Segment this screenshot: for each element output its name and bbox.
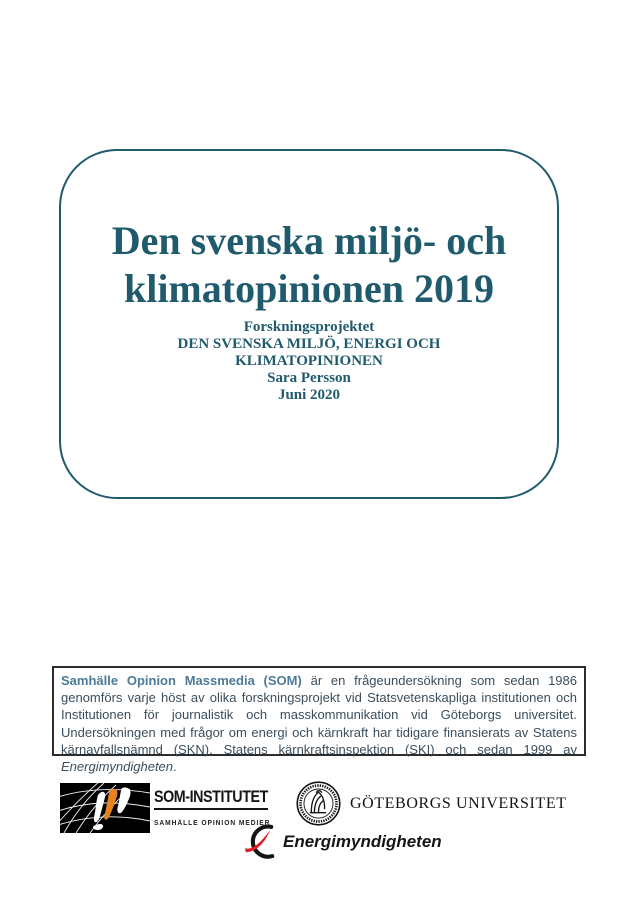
som-description-box: [52, 666, 586, 775]
som-description-period: .: [173, 759, 177, 775]
gothenburg-university-logo: [296, 781, 567, 826]
title-frame: [59, 149, 559, 499]
scandinavia-map-icon: [60, 783, 150, 833]
energy-swoosh-icon: [243, 822, 278, 861]
subtitle-date: Juni 2020: [277, 387, 341, 403]
som-logo-rule: [154, 808, 268, 810]
energimyndigheten-logo: [243, 822, 442, 861]
som-description-body: är en frågeundersökning som sedan 1986 genomförs varje höst av olika forskningsprojekt vid Statsvetenskapliga institutionen och Institutionen för journalistik och masskommunikation vid Göteborgs universitet. Undersökningen med frågor om energi och kärnkraft har tidigare finansierats av Statens kärnavfallsnämnd (SKN), Statens kärnkraftsinspektion (SKI) och sedan 1999 av: [61, 673, 577, 757]
university-seal-icon: [296, 781, 341, 826]
som-logo-name: SOM-INSTITUTET: [154, 787, 268, 806]
subtitle-author: Sara Persson: [267, 370, 351, 386]
som-description-lead: Samhälle Opinion Massmedia (SOM): [61, 673, 302, 688]
subtitle-project: Forskningsprojektet: [243, 319, 375, 335]
subtitle-project-name-2: KLIMATOPINIONEN: [235, 353, 383, 369]
report-title: [61, 217, 557, 313]
energimyndigheten-name: Energimyndigheten: [283, 831, 442, 851]
report-subtitle: [61, 319, 557, 404]
report-title-line1: Den svenska miljö- och: [111, 218, 507, 263]
subtitle-project-name-1: DEN SVENSKA MILJÖ, ENERGI OCH: [177, 336, 441, 352]
som-logo-tagline: SAMHÄLLE OPINION MEDIER: [154, 820, 271, 827]
report-title-line2: klimatopinionen 2019: [123, 266, 495, 311]
som-description-italic: Energimyndigheten: [61, 759, 174, 775]
gothenburg-university-name: GÖTEBORGS UNIVERSITET: [350, 794, 567, 812]
